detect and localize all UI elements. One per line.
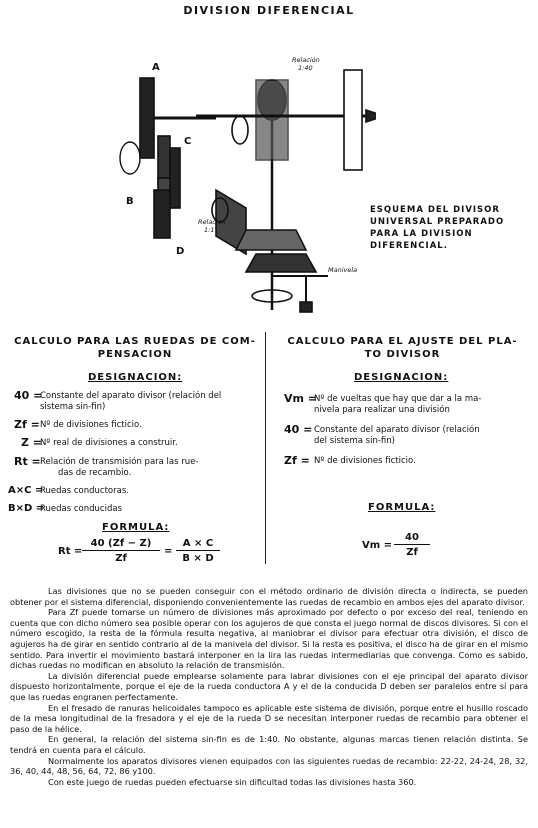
label-ratio-left: 1:1 — [204, 226, 215, 234]
right-heading — [275, 335, 530, 361]
definition-text: Nº de divisiones ficticio. — [314, 456, 416, 466]
label-relacion-left: Relación — [198, 218, 226, 226]
right-formula-lhs: Vm = — [362, 540, 393, 551]
definition-text: Ruedas conductoras. — [40, 486, 129, 496]
page-title: DIVISION DIFERENCIAL — [183, 4, 355, 17]
column-divider — [265, 332, 266, 564]
denominator: Zf — [115, 553, 127, 564]
gear-b-shape — [170, 148, 180, 208]
denominator: B × D — [182, 553, 214, 564]
symbol: Rt = — [14, 455, 41, 468]
right-designacion: DESIGNACION: — [354, 372, 449, 383]
symbol: 40 = — [14, 389, 43, 402]
left-formula-label: FORMULA: — [102, 522, 170, 533]
symbol: Vm = — [284, 392, 318, 405]
definition-text: Constante del aparato divisor (relación del — [40, 391, 222, 401]
definition-text: Nº de divisiones ficticio. — [40, 420, 142, 430]
left-heading-line2: PENSACION — [97, 349, 173, 360]
definition-text-cont: nivela para realizar una división — [314, 405, 450, 415]
definition-text: Nº real de divisiones a construir. — [40, 438, 178, 448]
label-ratio-top: 1:40 — [298, 64, 313, 72]
explanatory-text — [10, 586, 528, 787]
definition-text-cont: del sistema sin-fin) — [314, 436, 395, 446]
gear-a-shape — [140, 78, 154, 158]
symbol: Z = — [21, 436, 43, 449]
paragraph: Con este juego de ruedas pueden efectuarse sin dificultad todas las divisiones hasta 360. — [48, 776, 417, 787]
paragraph: Para Zf puede tomarse un número de divisiones más aproximado por defecto o por exceso del real, teniendo en cuenta que con dicho número sea posible operar con los agujeros de que consta el juego normal de discos divisores. Si con el número escogido, la resta de la fórmula resulta negativa, al maniobrar el divisor para efectuar otra división, el disco de agujeros ha de girar en sentido contrario al de la manivela del divisor. Si la resta es positiva, el disco ha de girar en el mismo sentido. Para invertir el movimiento bastará interponer en la lira las ruedas intermediarias que convenga. Como es sabido, dichas ruedas no modifican en absoluto la relación de transmisión. — [10, 607, 528, 671]
label-c: C — [184, 136, 192, 147]
denominator: Zf — [406, 547, 418, 558]
numerator: 40 (Zf − Z) — [82, 538, 160, 551]
paragraph: Las divisiones que no se pueden conseguir con el método ordinario de división directa o indirecta, se pueden obtener por el sistema diferencial, disponiendo convenientemente las ruedas de recambio en ambos ejes del aparato divisor. — [10, 586, 528, 607]
left-heading — [10, 335, 260, 361]
definition-text-cont: das de recambio. — [58, 468, 132, 478]
paragraph: En el fresado de ranuras helicoidales tampoco es aplicable este sistema de división, porque entre el husillo roscado de la mesa longitudinal de la fresadora y el eje de la rueda D se necesitan interponer ruedas de recambio para obtener el paso de la hélice. — [10, 702, 528, 734]
symbol: 40 = — [284, 423, 313, 436]
label-d: D — [176, 246, 185, 257]
symbol: B×D = — [8, 503, 45, 514]
definition-text: Nº de vueltas que hay que dar a la ma- — [314, 394, 482, 404]
left-formula-lhs: Rt = — [58, 546, 83, 557]
right-formula-fraction — [394, 532, 430, 558]
label-relacion-top: Relación — [292, 56, 320, 64]
label-b: B — [126, 196, 134, 207]
symbol: Zf = — [14, 418, 40, 431]
paragraph: La división diferencial puede emplearse solamente para labrar divisiones con el eje principal del aparato divisor dispuesto horizontalmente, porque el eje de la rueda conductora A y el de la conducida D deben ser paralelos entre sí para que las ruedas engranen perfectamente. — [10, 670, 528, 702]
label-a: A — [152, 62, 160, 73]
paragraph: En general, la relación del sistema sin-fin es de 1:40. No obstante, algunas marcas tienen relación distinta. Se tendrá en cuenta para el cálculo. — [10, 734, 528, 755]
left-heading-line1: CALCULO PARA LAS RUEDAS DE COM- — [14, 336, 256, 347]
definition-text: Constante del aparato divisor (relación — [314, 425, 480, 435]
right-heading-line2: TO DIVISOR — [364, 349, 441, 360]
gear-c-shape — [158, 136, 170, 184]
right-heading-line1: CALCULO PARA EL AJUSTE DEL PLA- — [287, 336, 518, 347]
diagram-caption: ESQUEMA DEL DIVISOR UNIVERSAL PREPARADO PARA LA DIVISION DIFERENCIAL. — [370, 205, 505, 251]
label-manivela: Manivela — [328, 266, 358, 274]
numerator: A × C — [176, 538, 220, 551]
paragraph: Normalmente los aparatos divisores vienen equipados con las siguientes ruedas de recambio: 22-22, 24-24, 28, 32, 36, 40, 44, 48, 56, 64, 72, 86 y100. — [10, 755, 528, 777]
left-formula-fraction-1 — [82, 538, 160, 564]
definition-text-cont: sistema sin-fin) — [40, 402, 106, 412]
left-designacion: DESIGNACION: — [88, 372, 183, 383]
equals-sign: = — [164, 546, 173, 557]
divider-schematic — [96, 40, 376, 330]
crank-handle-shape — [300, 302, 312, 312]
right-formula-label: FORMULA: — [368, 502, 436, 513]
numerator: 40 — [394, 532, 430, 545]
symbol: A×C = — [8, 485, 44, 496]
definition-text: Ruedas conducidas — [40, 504, 122, 514]
differential-divider-diagram — [96, 40, 376, 330]
definition-text: Relación de transmisión para las rue- — [40, 457, 199, 467]
left-formula-fraction-2 — [176, 538, 220, 564]
symbol: Zf = — [284, 454, 310, 467]
gear-d-shape — [154, 190, 170, 238]
